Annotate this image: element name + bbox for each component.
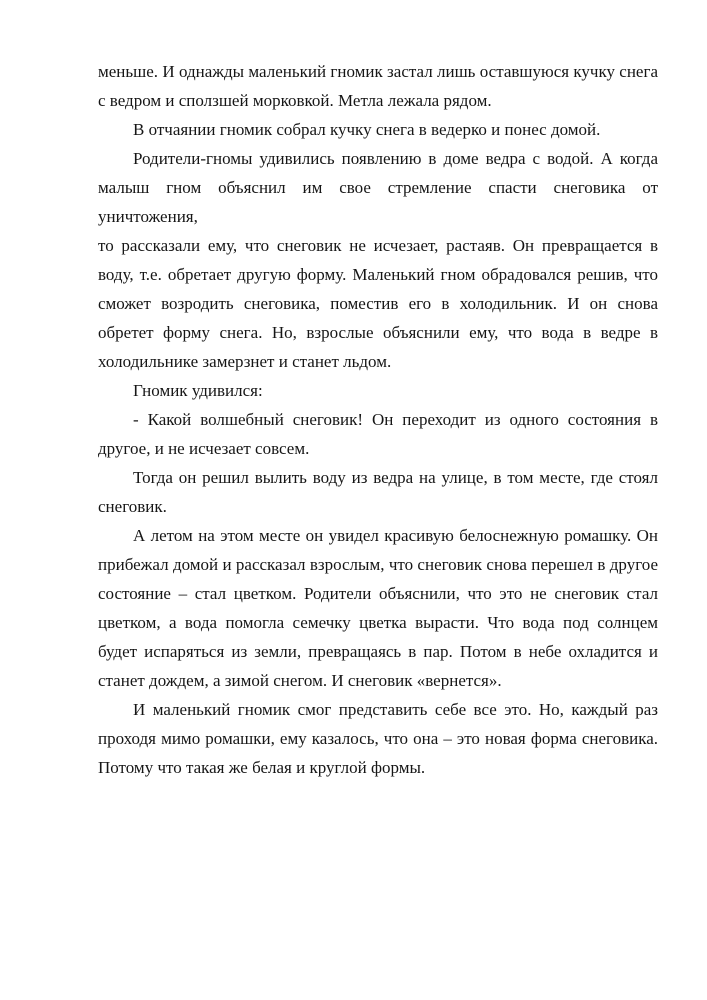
paragraph — [98, 695, 658, 782]
text-line: холодильнике замерзнет и станет льдом. — [98, 352, 392, 371]
text-line: обретет форму снега. Но, взрослые объяснили ему, что вода в ведре в — [98, 323, 658, 342]
text-line: Тогда он решил вылить воду из ведра на улице, в том месте, где стоял — [133, 468, 658, 487]
text-block — [98, 57, 658, 782]
text-line: меньше. И однажды маленький гномик застал лишь оставшуюся кучку снега — [98, 62, 658, 81]
paragraph — [98, 376, 658, 405]
text-line: станет дождем, а зимой снегом. И снеговик «вернется». — [98, 671, 502, 690]
text-line: снеговик. — [98, 497, 167, 516]
text-line: малыш гном объяснил им свое стремление спасти снеговика от уничтожения, — [98, 178, 658, 226]
paragraph — [98, 521, 658, 695]
text-line: сможет возродить снеговика, поместив его в холодильник. И он снова — [98, 294, 658, 313]
text-line: проходя мимо ромашки, ему казалось, что она – это новая форма снеговика. — [98, 729, 658, 748]
text-line: И маленький гномик смог представить себе все это. Но, каждый раз — [133, 700, 658, 719]
text-line: В отчаянии гномик собрал кучку снега в ведерко и понес домой. — [133, 120, 601, 139]
text-line: А летом на этом месте он увидел красивую белоснежную ромашку. Он — [133, 526, 658, 545]
text-line: Потому что такая же белая и круглой формы. — [98, 758, 426, 777]
text-line: прибежал домой и рассказал взрослым, что снеговик снова перешел в другое — [98, 555, 658, 574]
paragraph — [98, 115, 658, 144]
text-line: - Какой волшебный снеговик! Он переходит из одного состояния в — [133, 410, 658, 429]
text-line: другое, и не исчезает совсем. — [98, 439, 310, 458]
text-line: Родители-гномы удивились появлению в доме ведра с водой. А когда — [133, 149, 658, 168]
text-line: то рассказали ему, что снеговик не исчезает, растаяв. Он превращается в — [98, 236, 658, 255]
text-line: цветком, а вода помогла семечку цветка вырасти. Что вода под солнцем — [98, 613, 658, 632]
paragraph — [98, 463, 658, 521]
text-line: с ведром и сползшей морковкой. Метла лежала рядом. — [98, 91, 492, 110]
paragraph — [98, 405, 658, 463]
paragraph — [98, 144, 658, 376]
text-line: воду, т.е. обретает другую форму. Маленький гном обрадовался решив, что — [98, 265, 658, 284]
text-line: состояние – стал цветком. Родители объяснили, что это не снеговик стал — [98, 584, 658, 603]
text-line: Гномик удивился: — [133, 381, 263, 400]
text-line: будет испаряться из земли, превращаясь в пар. Потом в небе охладится и — [98, 642, 658, 661]
paragraph — [98, 57, 658, 115]
